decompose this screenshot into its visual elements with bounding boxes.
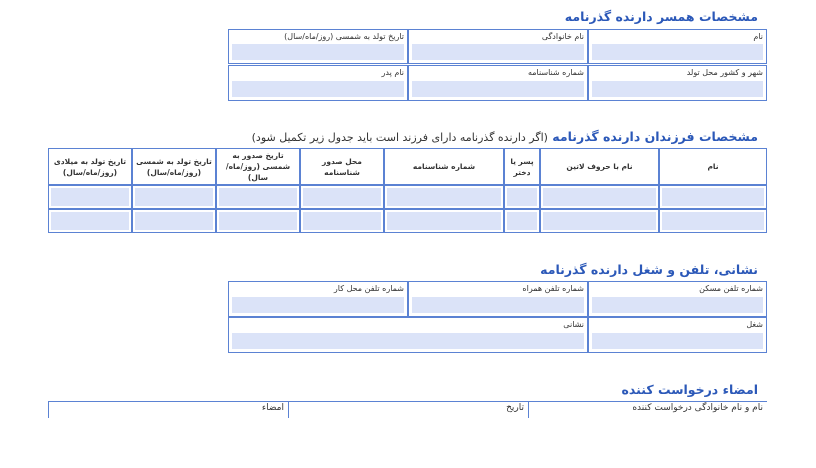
input-area[interactable] <box>592 81 763 97</box>
col-header-birth-miladi: تاریخ تولد به میلادی (روز/ماه/سال) <box>48 148 132 185</box>
signature-section-title: امضاء درخواست کننده <box>621 382 758 397</box>
spouse-birth-date-field[interactable] <box>228 29 408 64</box>
input-area[interactable] <box>412 44 584 60</box>
field-label: تاریخ تولد به شمسی (روز/ماه/سال) <box>284 32 404 41</box>
field-label: نام پدر <box>381 68 404 77</box>
col-header-issue-date: تاریخ صدور به شمسی (روز/ماه/سال) <box>216 148 300 185</box>
contact-section-title: نشانی، تلفن و شغل دارنده گذرنامه <box>540 262 758 277</box>
input-area[interactable] <box>592 333 763 349</box>
field-label: شهر و کشور محل تولد <box>686 68 763 77</box>
col-header-id-number: شماره شناسنامه <box>384 148 504 185</box>
spouse-id-number-field[interactable] <box>408 65 588 101</box>
address-field[interactable] <box>228 317 588 353</box>
field-label: تاریخ <box>506 403 524 413</box>
input-area[interactable] <box>412 81 584 97</box>
table-cell[interactable] <box>540 209 659 233</box>
input-area[interactable] <box>232 297 404 313</box>
input-area[interactable] <box>232 81 404 97</box>
table-cell[interactable] <box>216 185 300 209</box>
table-cell[interactable] <box>48 209 132 233</box>
table-cell[interactable] <box>659 185 767 209</box>
field-label: شماره تلفن همراه <box>522 284 584 293</box>
field-label: شماره تلفن محل کار <box>333 284 404 293</box>
children-title-text: مشخصات فرزندان دارنده گذرنامه <box>552 129 758 144</box>
table-cell[interactable] <box>132 209 216 233</box>
spouse-birth-place-field[interactable] <box>588 65 767 101</box>
field-label: نشانی <box>563 320 584 329</box>
col-header-issue-place: محل صدور شناسنامه <box>300 148 384 185</box>
input-area[interactable] <box>412 297 584 313</box>
field-label: نام و نام خانوادگی درخواست کننده <box>632 403 763 413</box>
col-header-name: نام <box>659 148 767 185</box>
input-area[interactable] <box>232 44 404 60</box>
table-cell[interactable] <box>504 185 540 209</box>
home-phone-field[interactable] <box>588 281 767 317</box>
field-label: شماره تلفن مسکن <box>699 284 763 293</box>
col-header-gender: پسر یا دختر <box>504 148 540 185</box>
field-label: امضاء <box>261 403 284 413</box>
signature-date-field[interactable] <box>289 402 528 418</box>
table-cell[interactable] <box>540 185 659 209</box>
spouse-father-name-field[interactable] <box>228 65 408 101</box>
spouse-first-name-field[interactable] <box>588 29 767 64</box>
input-area[interactable] <box>592 297 763 313</box>
spouse-section-title: مشخصات همسر دارنده گذرنامه <box>564 9 758 24</box>
input-area[interactable] <box>232 333 584 349</box>
field-label: نام خانوادگی <box>541 32 584 41</box>
table-cell[interactable] <box>300 185 384 209</box>
table-cell[interactable] <box>504 209 540 233</box>
col-header-latin-name: نام با حروف لاتین <box>540 148 659 185</box>
table-cell[interactable] <box>659 209 767 233</box>
applicant-name-field[interactable] <box>529 402 767 418</box>
spouse-last-name-field[interactable] <box>408 29 588 64</box>
mobile-phone-field[interactable] <box>408 281 588 317</box>
signature-sign-field[interactable] <box>49 402 288 418</box>
children-title-note: (اگر دارنده گذرنامه دارای فرزند است باید جدول زیر تکمیل شود) <box>251 131 548 144</box>
job-field[interactable] <box>588 317 767 353</box>
table-cell[interactable] <box>48 185 132 209</box>
field-label: شغل <box>746 320 763 329</box>
field-label: نام <box>753 32 763 41</box>
field-label: شماره شناسنامه <box>527 68 584 77</box>
work-phone-field[interactable] <box>228 281 408 317</box>
table-cell[interactable] <box>384 209 504 233</box>
table-cell[interactable] <box>384 185 504 209</box>
table-cell[interactable] <box>216 209 300 233</box>
col-header-birth-shamsi: تاریخ تولد به شمسی (روز/ماه/سال) <box>132 148 216 185</box>
input-area[interactable] <box>592 44 763 60</box>
table-cell[interactable] <box>300 209 384 233</box>
table-cell[interactable] <box>132 185 216 209</box>
children-section-title <box>252 129 758 144</box>
